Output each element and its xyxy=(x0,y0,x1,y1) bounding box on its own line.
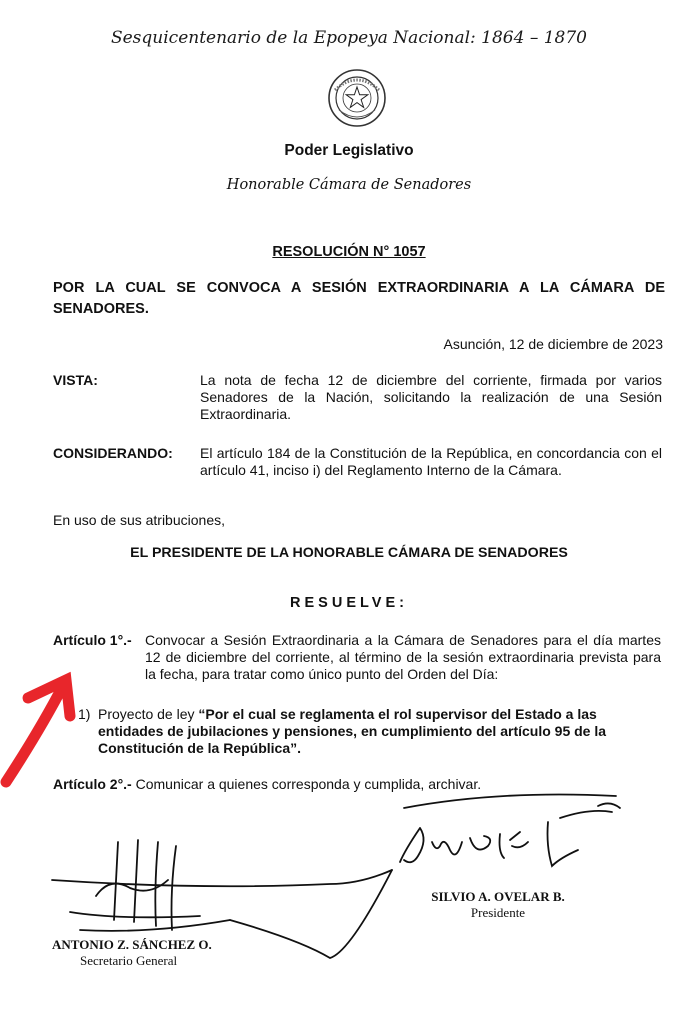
agenda-item-number: 1) xyxy=(78,706,91,722)
article-2-text: Comunicar a quienes corresponda y cumplida, archivar. xyxy=(131,776,482,792)
president-signature xyxy=(400,795,620,867)
preamble-text: En uso de sus atribuciones, xyxy=(53,512,225,528)
resolution-title: RESOLUCIÓN N° 1057 xyxy=(272,244,426,260)
considerando-text: El artículo 184 de la Constitución de la República, en concordancia con el artículo 41, inciso i) del Reglamento Interno de la Cámara. xyxy=(200,445,662,478)
vista-label: VISTA: xyxy=(53,372,98,388)
president-role: Presidente xyxy=(470,905,526,920)
secretary-role: Secretario General xyxy=(80,953,178,968)
article-1-text: Convocar a Sesión Extraordinaria a la Cámara de Senadores para el día martes 12 de diciembre del corriente, al término de la sesión extraordinaria prevista para la fecha, para tratar como único punto del Orden del Día: xyxy=(145,632,661,682)
article-1-label: Artículo 1°.- xyxy=(53,632,132,648)
agenda-item-prefix: Proyecto de ley xyxy=(98,706,199,722)
authority-heading: EL PRESIDENTE DE LA HONORABLE CÁMARA DE SENADORES xyxy=(130,545,568,561)
article-2-label: Artículo 2°.- xyxy=(53,776,132,792)
vista-text: La nota de fecha 12 de diciembre del corriente, firmada por varios Senadores de la Nación, solicitando la realización de una Sesión Extraordinaria. xyxy=(200,372,662,422)
resuelve-heading: RESUELVE: xyxy=(290,595,408,611)
agenda-item-bill-title: “Por el cual se reglamenta el rol supervisor del Estado a las entidades de jubilaciones y pensiones, en cumplimiento del artículo 95 de la Constitución de la República”. xyxy=(98,706,607,756)
red-arrow-icon xyxy=(6,680,70,782)
resolution-subject: POR LA CUAL SE CONVOCA A SESIÓN EXTRAORDINARIA A LA CÁMARA DE SENADORES. xyxy=(53,280,665,317)
legislative-branch-title: Poder Legislativo xyxy=(284,142,414,159)
president-name: SILVIO A. OVELAR B. xyxy=(431,889,565,904)
commemorative-motto: Sesquicentenario de la Epopeya Nacional: 1864 – 1870 xyxy=(110,28,588,48)
chamber-name: Honorable Cámara de Senadores xyxy=(226,177,472,193)
secretary-name: ANTONIO Z. SÁNCHEZ O. xyxy=(52,937,212,952)
considerando-label: CONSIDERANDO: xyxy=(53,445,173,461)
resolution-date: Asunción, 12 de diciembre de 2023 xyxy=(443,336,663,352)
